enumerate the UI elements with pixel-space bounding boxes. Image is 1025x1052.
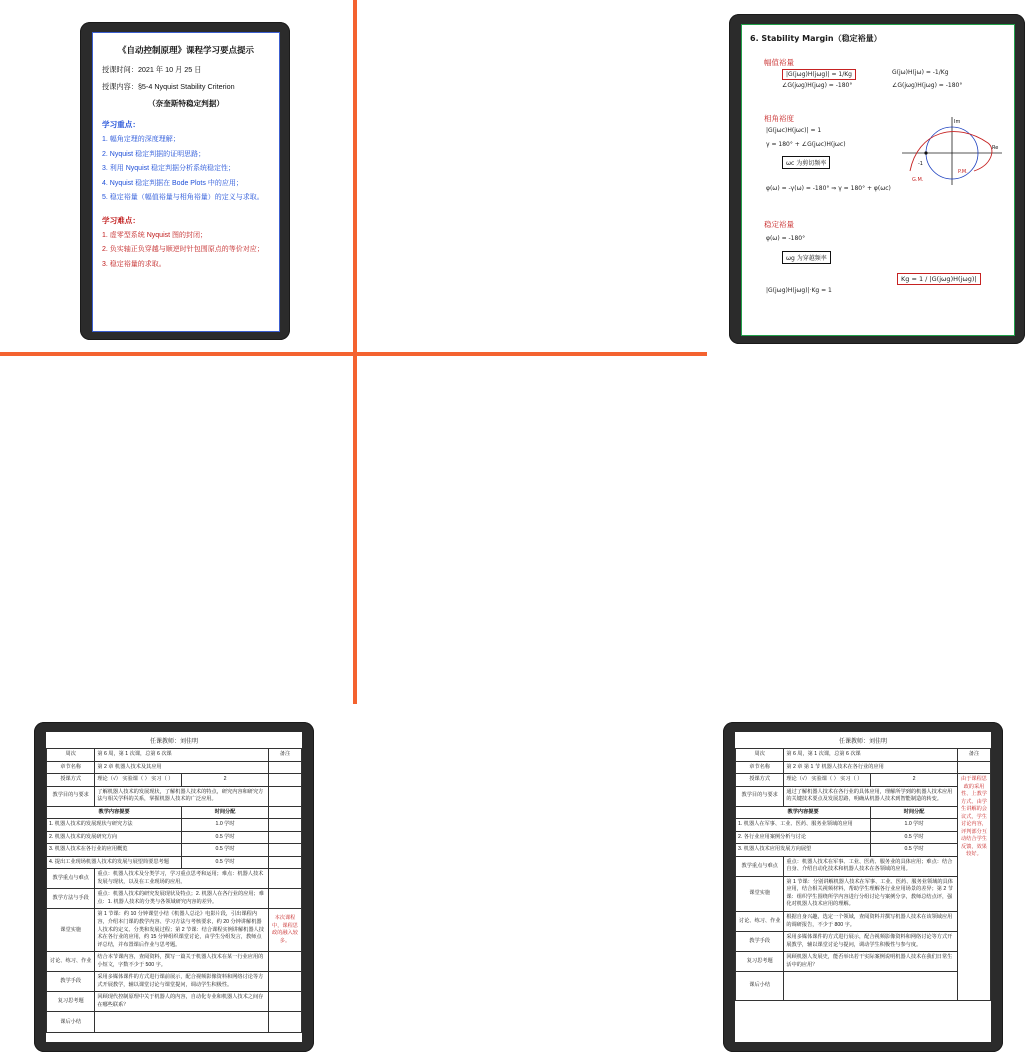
table-row xyxy=(47,1012,302,1033)
table-row xyxy=(47,806,302,819)
row-label: 教学目的与要求 xyxy=(47,786,95,806)
note-cell xyxy=(268,856,301,869)
document-frame-2 xyxy=(729,14,1025,344)
section-label-phase-margin: 相角裕度 xyxy=(764,114,794,123)
row-value: 第 6 周，第 1 次课，总第 6 次课 xyxy=(784,749,958,762)
notes-heading: 6. Stability Margin（稳定裕量） xyxy=(750,34,882,43)
row-value xyxy=(95,1012,269,1033)
content-item: 2. 机器人技术的发展研究方向 xyxy=(47,831,182,844)
table-row xyxy=(47,761,302,774)
quadrant-bottom-right xyxy=(357,356,987,989)
note-cell xyxy=(268,889,301,909)
table-row xyxy=(736,856,991,876)
row-label: 章节名称 xyxy=(736,761,784,774)
table-row xyxy=(47,819,302,832)
lesson-plan-page-1 xyxy=(46,732,302,1042)
key-point-item: 1. 幅角定理的深度理解； xyxy=(102,136,180,144)
time-value: 1.0 学时 xyxy=(871,819,958,832)
table-row xyxy=(736,786,991,806)
note-cell xyxy=(268,831,301,844)
difficulty-item: 1. 虚零型系统 Nyquist 图的封闭； xyxy=(102,231,208,239)
row-label: 周次 xyxy=(736,749,784,762)
content-item: 1. 机器人技术的发展现状与研究方法 xyxy=(47,819,182,832)
content-item: 4. 提出工业现场机器人技术的发展与展望简要思考题 xyxy=(47,856,182,869)
row-value: 重点：机器人技术及分类学习，学习重点思考和运用；难点：机器人技术发展与现状，以及在工业现场的应用。 xyxy=(95,869,269,889)
row-value: 第 1 节课：约 10 分钟课堂小结《机器人总论》电影片段，引出课程内容，介绍本门课的教学内容、学习方法与考核要求，约 20 分钟讲解机器人技术的定义、分类和发展过程；第 2 节课：结合课程实例讲解机器人技术在各行业的应用，约 15 分钟组织课堂讨论，由学生分组发言，教师点评总结，并布置课后作业与思考题。 xyxy=(95,909,269,952)
row-label: 课后小结 xyxy=(47,1012,95,1033)
formula: ωc 为剪切频率 xyxy=(782,156,830,169)
note-cell xyxy=(268,972,301,992)
row-value: 回顾现代控制原理中关于机器人的内容，自动化专业和机器人技术之间存在哪些联系？ xyxy=(95,992,269,1012)
table-row xyxy=(736,774,991,787)
table-row xyxy=(736,761,991,774)
note-cell xyxy=(268,786,301,806)
row-value: 通过了解机器人技术在各行业的具体应用，理解所学到的机器人技术应用的关键技术要点及发展思路，明确从机器人技术到智能制造的转变。 xyxy=(784,786,958,806)
note-cell xyxy=(268,819,301,832)
formula: ωg 为穿越频率 xyxy=(782,251,831,264)
note-cell xyxy=(268,952,301,972)
document-frame-4 xyxy=(723,722,1003,1052)
svg-text:Im: Im xyxy=(954,119,961,125)
row-value: 重点：机器人技术在军事、工业、医药、服务业的具体应用；难点：结合自身、介绍自动化技术和机器人技术在各领域的应用。 xyxy=(784,856,958,876)
note-cell xyxy=(268,844,301,857)
row-value: 重点：机器人技术的研究发展现状及特点；2. 机器人在各行业的应用；难点：1. 机器人技术的分类与各领域研究内容的差异。 xyxy=(95,889,269,909)
table-row xyxy=(736,749,991,762)
content-item: 2. 各行业应用案例分析与讨论 xyxy=(736,831,871,844)
table-row xyxy=(736,911,991,931)
row-label: 授课方式 xyxy=(47,774,95,787)
document-frame-3 xyxy=(34,722,314,1052)
key-points-heading: 学习重点： xyxy=(102,120,140,130)
doc-meta-time: 授课时间：2021 年 10 月 25 日 xyxy=(102,65,202,75)
note-header: 备注 xyxy=(957,749,990,762)
content-header: 教学内容提要 xyxy=(47,806,182,819)
row-label: 讨论、练习、作业 xyxy=(47,952,95,972)
row-value: 回顾机器人发展史，能否举出若干实际案例说明机器人技术在我们日常生活中的应用？ xyxy=(784,952,958,972)
table-row xyxy=(47,786,302,806)
table-row xyxy=(47,869,302,889)
content-item: 3. 机器人技术应用发展方向展望 xyxy=(736,844,871,857)
table-row xyxy=(736,952,991,972)
section-label-gain-margin: 幅值裕量 xyxy=(764,58,794,67)
row-value: 了解机器人技术的发展现状，了解机器人技术的特点，研究内容和研究方法与相关学科的关系，掌握机器人技术的广泛应用。 xyxy=(95,786,269,806)
table-row xyxy=(47,992,302,1012)
row-label: 课后小结 xyxy=(736,972,784,1001)
row-label: 教学手段 xyxy=(736,932,784,952)
side-note: 由于课程思政的采用性、上教学方式、由学生讲解的会议式，学生讨论内容，评判部分互动结合学生反馈，效果较好。 xyxy=(957,774,990,1001)
section-label-stability-margin: 稳定裕量 xyxy=(764,220,794,229)
document-frame-1 xyxy=(80,22,290,340)
formula: ∠G(jωg)H(jωg) = -180° xyxy=(782,82,853,89)
row-label: 教学重点与难点 xyxy=(47,869,95,889)
row-label: 课堂实施 xyxy=(47,909,95,952)
content-item: 3. 机器人技术在各行业的应用概览 xyxy=(47,844,182,857)
quadrant-bottom-left xyxy=(0,356,353,1025)
row-label: 授课方式 xyxy=(736,774,784,787)
table-row xyxy=(47,856,302,869)
lesson-plan-table xyxy=(735,748,991,1001)
time-value: 0.5 学时 xyxy=(182,844,269,857)
key-point-item: 3. 利用 Nyquist 稳定判据分析系统稳定性； xyxy=(102,165,236,173)
formula: Kg = 1 / |G(jωg)H(jωg)| xyxy=(897,273,981,285)
row-value: 理论（√） 实验课（ ） 实习（ ） xyxy=(95,774,182,787)
table-row xyxy=(47,952,302,972)
row-label: 章节名称 xyxy=(47,761,95,774)
table-row xyxy=(47,889,302,909)
note-cell xyxy=(268,869,301,889)
table-row xyxy=(736,844,991,857)
row-value: 第 1 节课：分别讲解机器人技术在军事、工业、医药、服务业领域的具体应用，结合相关视频材料，帮助学生理解各行业应用场景的差异；第 2 节课：组织学生围绕所学内容进行分组讨论与案例分享，教师总结点评，强化对机器人技术应用的理解。 xyxy=(784,876,958,911)
time-value: 0.5 学时 xyxy=(182,831,269,844)
nyquist-plot-sketch xyxy=(892,113,1007,188)
hours-cell: 2 xyxy=(182,774,269,787)
table-row xyxy=(47,844,302,857)
note-header: 备注 xyxy=(268,749,301,762)
time-value: 0.5 学时 xyxy=(182,856,269,869)
difficulty-item: 2. 负实轴正负穿越与顺逆时针包围原点的等价对应； xyxy=(102,246,264,254)
table-row xyxy=(47,831,302,844)
lesson-plan-page-2 xyxy=(735,732,991,1042)
table-row xyxy=(736,819,991,832)
time-value: 1.0 学时 xyxy=(182,819,269,832)
difficulty-item: 3. 稳定裕量的求取。 xyxy=(102,260,166,268)
note-cell xyxy=(268,761,301,774)
vertical-divider xyxy=(353,0,357,704)
teacher-line: 任课教师：刘佳明 xyxy=(838,739,887,745)
table-row xyxy=(736,972,991,1001)
quadrant-top-right xyxy=(357,0,999,352)
formula: φ(ω) = -180° xyxy=(766,235,806,242)
formula: ∠G(jωg)H(jωg) = -180° xyxy=(892,82,963,89)
table-row xyxy=(736,932,991,952)
course-study-points-page xyxy=(92,32,280,332)
formula: γ = 180° + ∠G(jωc)H(jωc) xyxy=(766,141,846,148)
teacher-line: 任课教师：刘佳明 xyxy=(149,739,198,745)
side-note: 本次课程中，课程思政的融入较多。 xyxy=(268,909,301,952)
row-label: 复习思考题 xyxy=(736,952,784,972)
formula: |G(jωg)H(jωg)|·Kg = 1 xyxy=(766,287,832,294)
row-value: 理论（√） 实验课（ ） 实习（ ） xyxy=(784,774,871,787)
svg-text:Re: Re xyxy=(992,145,999,151)
note-cell xyxy=(268,774,301,787)
table-row xyxy=(736,806,991,819)
key-point-item: 4. Nyquist 稳定判据在 Bode Plots 中的应用； xyxy=(102,179,243,187)
row-value: 第 2 章 第 1 节 机器人技术在各行业的应用 xyxy=(784,761,958,774)
row-value: 采用多媒体课件的方式进行课前展示，配合视频影像资料和网络讨论等方式开展教学，辅以课堂讨论与课堂提问，调动学生积极性。 xyxy=(95,972,269,992)
row-label: 复习思考题 xyxy=(47,992,95,1012)
svg-text:-1: -1 xyxy=(918,161,923,167)
row-label: 周次 xyxy=(47,749,95,762)
content-item: 1. 机器人在军事、工业、医药、服务业领域的应用 xyxy=(736,819,871,832)
svg-text:G.M.: G.M. xyxy=(912,177,924,183)
difficulties-heading: 学习难点： xyxy=(102,215,140,225)
note-cell xyxy=(268,1012,301,1033)
formula: φ(ω) = -γ(ω) = -180° ⇒ γ = 180° + φ(ωc) xyxy=(766,185,891,192)
handwritten-notes-page xyxy=(741,24,1015,336)
key-point-item: 5. 稳定裕量（幅值裕量与相角裕量）的定义与求取。 xyxy=(102,194,264,202)
key-point-item: 2. Nyquist 稳定判据的证明思路； xyxy=(102,150,206,158)
hours-cell: 2 xyxy=(871,774,958,787)
row-value: 第 6 周，第 1 次课，总第 6 次课 xyxy=(95,749,269,762)
time-header: 时间分配 xyxy=(871,806,958,819)
content-header: 教学内容提要 xyxy=(736,806,871,819)
row-value xyxy=(784,972,958,1001)
note-cell xyxy=(268,992,301,1012)
table-row xyxy=(47,972,302,992)
row-label: 教学方法与手段 xyxy=(47,889,95,909)
row-value: 根据自身兴趣，选定一个领域，查阅资料并撰写机器人技术在该领域应用的调研报告，不少于 800 字。 xyxy=(784,911,958,931)
doc-meta-content: 授课内容：§5-4 Nyquist Stability Criterion xyxy=(102,81,235,91)
table-row xyxy=(47,749,302,762)
row-value: 第 2 章 机器人技术及其应用 xyxy=(95,761,269,774)
table-row xyxy=(47,774,302,787)
row-label: 教学重点与难点 xyxy=(736,856,784,876)
row-value: 采用多媒体课件的方式进行展示，配合视频影像资料和网络讨论等方式开展教学，辅以课堂讨论与提问，调动学生积极性与参与度。 xyxy=(784,932,958,952)
formula: |G(jωc)H(jωc)| = 1 xyxy=(766,127,822,134)
row-value: 结合本节课内容，查阅资料，撰写一篇关于机器人技术在某一行业应用的小短文，字数不少于 500 字。 xyxy=(95,952,269,972)
lesson-plan-table xyxy=(46,748,302,1033)
doc-subtitle: （奈奎斯特稳定判据） xyxy=(148,99,224,109)
row-label: 讨论、练习、作业 xyxy=(736,911,784,931)
doc-title: 《自动控制原理》课程学习要点提示 xyxy=(117,45,254,55)
table-row xyxy=(47,909,302,952)
formula: |G(jωg)H(jωg)| = 1/Kg xyxy=(782,69,856,80)
note-cell xyxy=(268,806,301,819)
svg-text:P.M.: P.M. xyxy=(958,169,968,175)
table-row xyxy=(736,876,991,911)
note-cell xyxy=(957,761,990,774)
time-header: 时间分配 xyxy=(182,806,269,819)
time-value: 0.5 学时 xyxy=(871,831,958,844)
row-label: 教学目的与要求 xyxy=(736,786,784,806)
row-label: 课堂实施 xyxy=(736,876,784,911)
time-value: 0.5 学时 xyxy=(871,844,958,857)
row-label: 教学手段 xyxy=(47,972,95,992)
table-row xyxy=(736,831,991,844)
quadrant-top-left xyxy=(0,0,353,352)
formula: G(jω)H(jω) = -1/Kg xyxy=(892,69,949,76)
